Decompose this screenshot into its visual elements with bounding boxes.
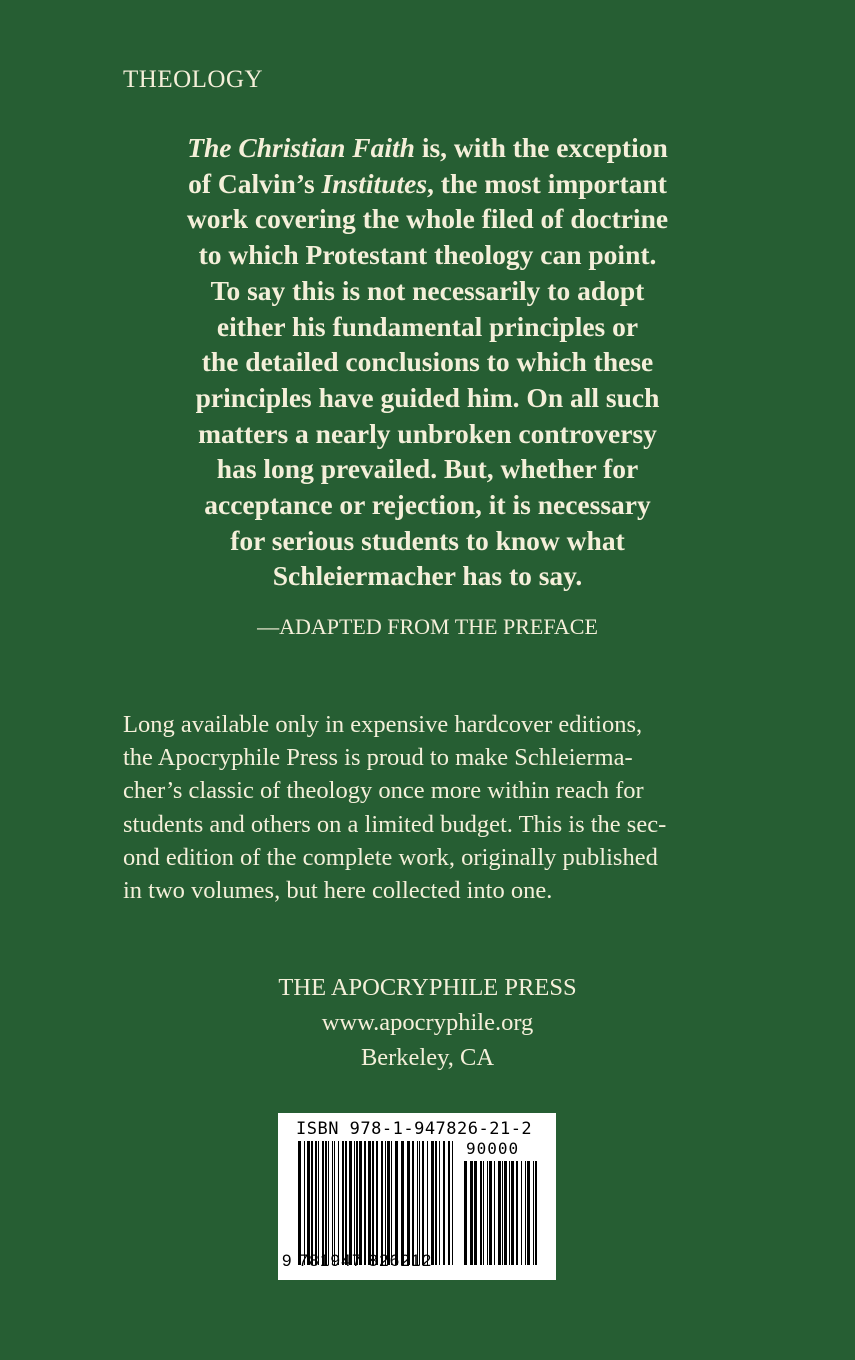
barcode-bar xyxy=(494,1161,495,1265)
barcode-bar xyxy=(480,1161,482,1265)
publisher-block xyxy=(100,970,755,1075)
quote-text: matters a nearly unbroken controversy xyxy=(198,417,657,449)
quote-text: has long prevailed. But, whether for xyxy=(216,453,639,485)
description-blurb xyxy=(123,708,763,907)
quote-line xyxy=(100,309,755,345)
publisher-website: www.apocryphile.org xyxy=(321,1009,534,1036)
blurb-line: the Apocryphile Press is proud to make Schleierma- xyxy=(123,744,633,772)
barcode-bar xyxy=(372,1141,374,1265)
barcode-bar xyxy=(470,1161,473,1265)
barcode-bar xyxy=(504,1161,507,1265)
quote-italic-title: Institutes xyxy=(321,167,428,199)
barcode-bar xyxy=(391,1141,392,1265)
barcode-bar xyxy=(435,1141,437,1265)
price-code: 90000 xyxy=(466,1139,520,1158)
barcode-bar xyxy=(376,1141,378,1265)
barcode-bar xyxy=(328,1141,329,1265)
barcode-bar xyxy=(354,1141,355,1265)
barcode-bar xyxy=(489,1161,492,1265)
quote-line xyxy=(100,166,755,202)
barcode-bar xyxy=(311,1141,313,1265)
barcode-bar xyxy=(381,1141,383,1265)
quote-attribution: —ADAPTED FROM THE PREFACE xyxy=(257,614,598,639)
quote-text: for serious students to know what xyxy=(230,524,625,556)
barcode-bar xyxy=(511,1161,514,1265)
barcode-bar xyxy=(368,1141,371,1265)
barcode-bar xyxy=(359,1141,362,1265)
barcode-bar xyxy=(533,1161,534,1265)
barcode-bar xyxy=(527,1161,530,1265)
barcode-bar xyxy=(464,1161,467,1265)
barcode-bar xyxy=(498,1161,501,1265)
blurb-line: students and others on a limited budget. This is the sec- xyxy=(123,810,667,838)
quote-text: to which Protestant theology can point. xyxy=(198,239,657,271)
quote-line xyxy=(100,237,755,273)
quote-text: the detailed conclusions to which these xyxy=(201,346,654,378)
barcode-bar xyxy=(483,1161,484,1265)
barcode-bar xyxy=(395,1141,398,1265)
barcode-bar xyxy=(304,1141,305,1265)
quote-line xyxy=(100,130,755,166)
publisher-name: THE APOCRYPHILE PRESS xyxy=(278,974,577,1001)
preface-quote xyxy=(100,130,755,594)
barcode-bar xyxy=(502,1161,503,1265)
barcode-bar xyxy=(356,1141,358,1265)
barcode-bar xyxy=(322,1141,324,1265)
quote-text: To say this is not necessarily to adopt xyxy=(210,274,645,306)
barcode-bar xyxy=(525,1161,526,1265)
quote-text: principles have guided him. On all such xyxy=(195,381,660,413)
quote-text: acceptance or rejection, it is necessary xyxy=(204,489,651,521)
barcode-bar xyxy=(334,1141,335,1265)
barcode-bar xyxy=(401,1141,404,1265)
barcode-bar xyxy=(332,1141,333,1265)
barcode-bar xyxy=(439,1141,440,1265)
quote-text: , the most important xyxy=(427,167,667,199)
quote-line xyxy=(100,380,755,416)
barcode-bar xyxy=(516,1161,518,1265)
barcode-bar xyxy=(422,1141,424,1265)
quote-line xyxy=(100,201,755,237)
barcode-bar xyxy=(345,1141,347,1265)
quote-line xyxy=(100,273,755,309)
blurb-line: ond edition of the complete work, originally published xyxy=(123,843,658,871)
barcode-bar xyxy=(387,1141,390,1265)
barcode-bar xyxy=(407,1141,410,1265)
barcode-bar xyxy=(338,1141,339,1265)
barcode-bar xyxy=(385,1141,386,1265)
quote-text: work covering the whole filed of doctrine xyxy=(186,203,669,235)
blurb-line: Long available only in expensive hardcover editions, xyxy=(123,711,643,738)
barcode-bar xyxy=(318,1141,319,1265)
blurb-line: cher’s classic of theology once more within reach for xyxy=(123,777,644,805)
quote-line xyxy=(100,487,755,523)
quote-line xyxy=(100,451,755,487)
barcode-bar xyxy=(452,1141,453,1265)
quote-line xyxy=(100,523,755,559)
blurb-line: in two volumes, but here collected into one. xyxy=(123,877,553,905)
barcode-bar xyxy=(431,1141,434,1265)
quote-line xyxy=(100,344,755,380)
quote-text: Schleiermacher has to say. xyxy=(272,560,583,592)
barcode-bar xyxy=(307,1141,310,1265)
barcode-bar xyxy=(364,1141,366,1265)
barcode-bar xyxy=(448,1141,450,1265)
quote-italic-title: The Christian Faith xyxy=(187,132,415,163)
quote-line xyxy=(100,416,755,452)
barcode-bar xyxy=(349,1141,352,1265)
barcode-bar xyxy=(427,1141,428,1265)
publisher-location: Berkeley, CA xyxy=(360,1044,495,1071)
category-label: THEOLOGY xyxy=(123,66,264,93)
quote-text: either his fundamental principles or xyxy=(216,310,639,342)
barcode-bar xyxy=(521,1161,522,1265)
barcode-bar xyxy=(298,1141,301,1265)
isbn-label: ISBN 978-1-947826-21-2 xyxy=(296,1119,533,1139)
quote-text: is, with the exception xyxy=(414,132,668,163)
barcode-bar xyxy=(412,1141,414,1265)
barcode-bar xyxy=(419,1141,420,1265)
barcode-bar xyxy=(315,1141,317,1265)
barcode-bar xyxy=(342,1141,344,1265)
barcode-bar xyxy=(474,1161,477,1265)
barcode-box xyxy=(278,1113,556,1280)
barcode-bar xyxy=(443,1141,445,1265)
quote-line xyxy=(100,558,755,594)
quote-text: of Calvin’s xyxy=(188,167,322,199)
barcode-bar xyxy=(325,1141,327,1265)
ean-digits: 9 781947 826212 xyxy=(282,1251,433,1270)
barcode-bar xyxy=(487,1161,488,1265)
barcode-bar xyxy=(509,1161,510,1265)
barcode-bar xyxy=(417,1141,418,1265)
barcode-bar xyxy=(535,1161,537,1265)
